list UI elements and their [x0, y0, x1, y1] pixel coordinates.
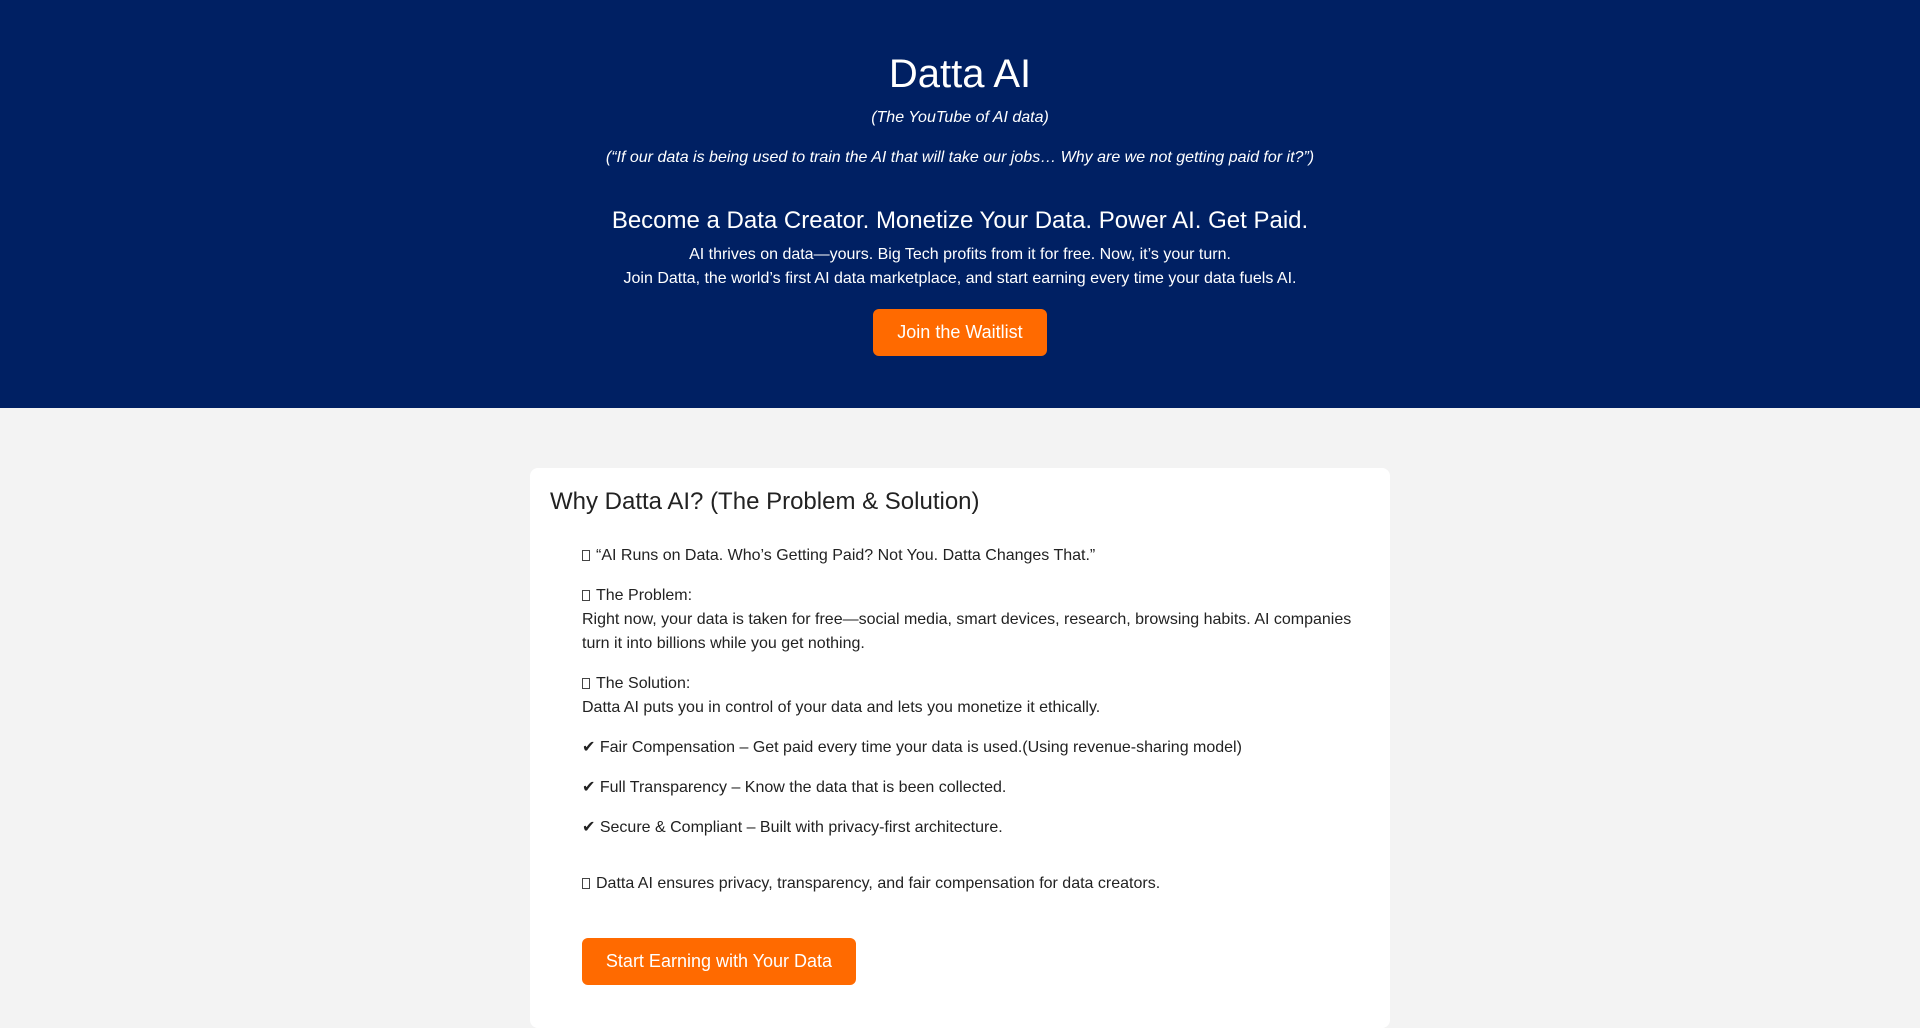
solution-label: The Solution: [596, 675, 691, 692]
tagline: (The YouTube of AI data) [871, 109, 1049, 126]
missing-glyph-icon [582, 878, 590, 889]
why-datta-card [530, 468, 1390, 1028]
summary-paragraph [582, 872, 1370, 896]
section-title: Why Datta AI? (The Problem & Solution) [550, 488, 980, 515]
solution-heading [582, 672, 1370, 696]
slogan-text: “AI Runs on Data. Who’s Getting Paid? Not You. Datta Changes That.” [596, 547, 1096, 564]
slogan-paragraph [582, 544, 1370, 568]
start-earning-button[interactable]: Start Earning with Your Data [582, 938, 856, 985]
feature-secure-compliant: ✔ Secure & Compliant – Built with privacy-first architecture. [582, 819, 1003, 836]
problem-text: Right now, your data is taken for free—social media, smart devices, research, browsing habits. AI companies turn it into billions while you get nothing. [582, 611, 1352, 652]
join-waitlist-button[interactable]: Join the Waitlist [873, 309, 1047, 356]
summary-text: Datta AI ensures privacy, transparency, and fair compensation for data creators. [596, 875, 1161, 892]
hero-headline: Become a Data Creator. Monetize Your Data. Power AI. Get Paid. [611, 207, 1309, 234]
hero-quote: (“If our data is being used to train the AI that will take our jobs… Why are we not getting paid for it?”) [605, 149, 1315, 166]
missing-glyph-icon [582, 550, 590, 561]
hero-section [0, 0, 1920, 408]
feature-fair-compensation: ✔ Fair Compensation – Get paid every time your data is used.(Using revenue-sharing model) [582, 739, 1242, 756]
missing-glyph-icon [582, 590, 590, 601]
problem-label: The Problem: [596, 587, 693, 604]
missing-glyph-icon [582, 678, 590, 689]
hero-description [0, 243, 1920, 291]
section-content [582, 544, 1370, 985]
hero-description-line-1: AI thrives on data—yours. Big Tech profits from it for free. Now, it’s your turn. [689, 246, 1231, 263]
page-title: Datta AI [888, 52, 1032, 96]
feature-full-transparency: ✔ Full Transparency – Know the data that is been collected. [582, 779, 1007, 796]
solution-text: Datta AI puts you in control of your data and lets you monetize it ethically. [582, 699, 1101, 716]
solution-paragraph [582, 672, 1370, 720]
problem-paragraph [582, 584, 1370, 656]
problem-heading [582, 584, 1370, 608]
hero-description-line-2: Join Datta, the world’s first AI data marketplace, and start earning every time your data fuels AI. [623, 270, 1297, 287]
